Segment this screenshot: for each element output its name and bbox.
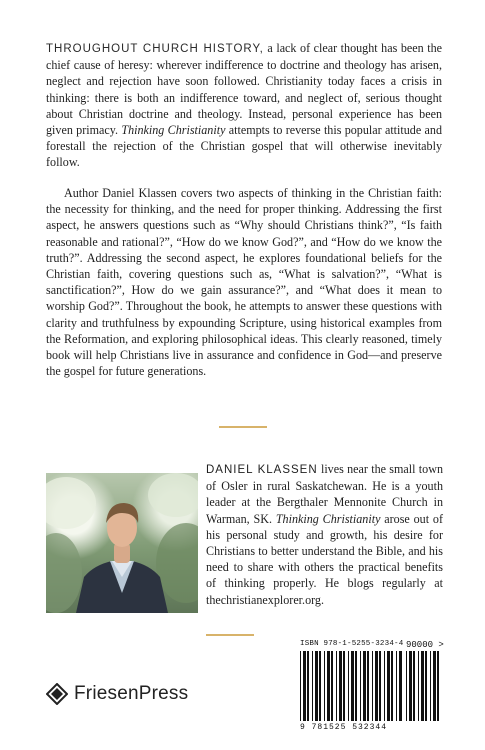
bio-title: Thinking Christianity <box>275 511 381 526</box>
publisher-logo <box>46 683 188 705</box>
price-code: 90000 > <box>406 640 444 650</box>
barcode-bar <box>379 651 381 721</box>
barcode-bar <box>327 651 330 721</box>
barcode-bar <box>409 651 412 721</box>
barcode-bar <box>351 651 354 721</box>
blurb-paragraph-2: Author Daniel Klassen covers two aspects of thinking in the Christian faith: the necessity for thinking, and the need for proper thinking. Addressing the first aspect, he answers questions such as “Why should Christians think?”, “Is faith reasonable and rational?”, “How do we know God?”, and “How do we know the truth?”. Addressing the second aspect, he explores foundational beliefs for the Christian faith, covering questions such as, “What is salvation?”, “What is sanctification?”, How do we gain assurance?”, and “What does it mean to worship God?”. Throughout the book, he attempts to answer these questions with clarity and truthfulness by expounding Scripture, using historical examples from the Reformation, and exploring philosophical ideas. This clearly reasoned, timely book will help Christians live in assurance and confidence in God—and preserve the gospel for future generations. <box>46 186 442 379</box>
isbn-barcode <box>298 640 444 733</box>
barcode-bars-main <box>300 651 404 721</box>
blurb-p1-tail: attempts to reverse this popular attitude and forestall the rejection of the Christian gospel that will otherwise inevitably follow. <box>46 123 442 170</box>
author-portrait-illustration <box>46 473 198 613</box>
barcode-bar <box>336 651 337 721</box>
barcode-bar <box>391 651 393 721</box>
barcode-bar <box>331 651 333 721</box>
barcode-bar <box>399 651 402 721</box>
blurb-p1-text: a lack of clear thought has been the chief cause of heresy: wherever indifference to doctrine and theology has arisen, neglect and rejection have soon followed. Christianity today faces a crisis in thinking: there is both an indifference toward, and neglect of, serious thought about Christian doctrine and theology. Instead, personal experience has been given primacy. <box>46 41 442 138</box>
barcode-bar <box>430 651 431 721</box>
author-name: DANIEL KLASSEN <box>206 464 318 476</box>
blurb-p1-title: Thinking Christianity <box>121 123 226 138</box>
barcode-bar <box>348 651 349 721</box>
barcode-digits: 9 781525 532344 <box>300 723 388 732</box>
barcode-bar <box>396 651 397 721</box>
barcode-bars-addon <box>406 651 442 721</box>
barcode-bar <box>343 651 345 721</box>
barcode-bar <box>355 651 357 721</box>
barcode-bar <box>319 651 321 721</box>
barcode-bar <box>303 651 306 721</box>
barcode-bar <box>372 651 373 721</box>
isbn-label: ISBN 978-1-5255-3234-4 <box>300 640 404 648</box>
bio-text-1: lives near the small town of Osler in rural Saskatchewan. He is a youth leader at the Bergthaler Mennonite Church in Warman, SK. <box>206 462 443 526</box>
barcode-bar <box>375 651 378 721</box>
barcode-bar <box>433 651 436 721</box>
bio-text-2: arose out of his personal study and growth, his desire for Christians to better understand the Bible, and his need to share with others the practical benefits of thinking properly. He blogs regularly at thechristianexplorer.org. <box>206 511 443 607</box>
divider-bottom <box>206 634 254 636</box>
barcode-bar <box>413 651 415 721</box>
author-bio <box>206 461 443 608</box>
barcode-bar <box>312 651 313 721</box>
barcode-bar <box>307 651 309 721</box>
barcode-bar <box>418 651 419 721</box>
barcode-bar <box>367 651 369 721</box>
barcode-bar <box>324 651 325 721</box>
barcode-bar <box>315 651 318 721</box>
barcode-bar <box>406 651 407 721</box>
barcode-bar <box>421 651 424 721</box>
barcode-bar <box>437 651 439 721</box>
barcode-bar <box>300 651 301 721</box>
blurb-lead: THROUGHOUT CHURCH HISTORY, <box>46 43 264 55</box>
barcode-bar <box>360 651 361 721</box>
barcode-bar <box>339 651 342 721</box>
friesenpress-icon <box>46 683 68 705</box>
barcode-bar <box>363 651 366 721</box>
blurb-paragraph-1 <box>46 40 442 171</box>
barcode-bar <box>384 651 385 721</box>
author-photo <box>46 473 198 613</box>
publisher-name: FriesenPress <box>74 683 189 704</box>
barcode-bar <box>387 651 390 721</box>
barcode-bar <box>425 651 427 721</box>
divider-top <box>219 426 267 428</box>
